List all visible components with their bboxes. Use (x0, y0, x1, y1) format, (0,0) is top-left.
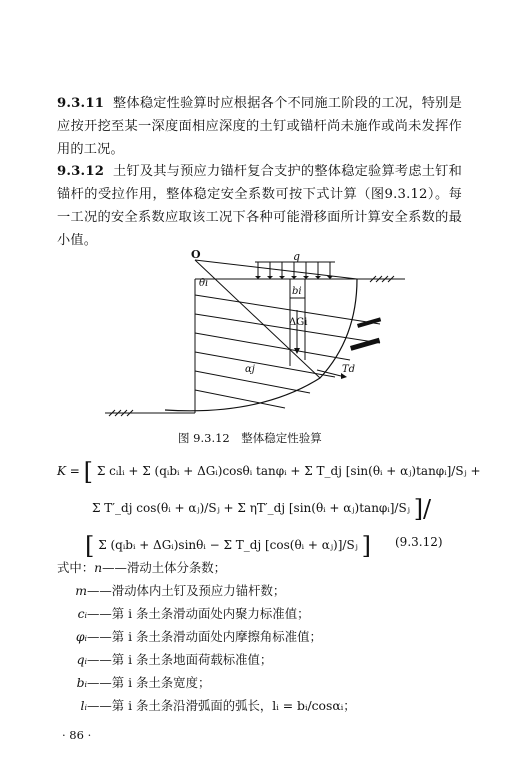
stability-diagram (95, 248, 425, 426)
formula-k: K = (57, 464, 80, 478)
symbol-row (57, 579, 462, 602)
bracket-open: [ (85, 532, 95, 560)
symbol-name: bᵢ (76, 675, 87, 690)
symbol-row (57, 648, 462, 671)
label-q: q (293, 250, 301, 263)
formula-numerator-2: Σ T′_dj cos(θᵢ + αⱼ)/Sⱼ + Σ ηT′_dj [sin(θᵢ + αⱼ)tanφᵢ]/Sⱼ (92, 501, 410, 515)
formula-line-2 (92, 495, 431, 523)
symbol-desc: ——第 i 条土条滑动面处内聚力标准值； (87, 606, 310, 621)
anchor-plate (357, 317, 381, 327)
clause-9-3-12 (57, 160, 462, 252)
bracket-open: [ (83, 458, 94, 486)
symbol-row (57, 671, 462, 694)
symbol-name: n (94, 560, 103, 575)
soil-nail (195, 295, 380, 324)
clause-text: 土钉及其与预应力锚杆复合支护的整体稳定验算考虑土钉和锚杆的受拉作用，整体稳定安全系数可按下式计算（图9.3.12）。每一工况的安全系数应取该工况下各种可能滑移面所计算安全系数的最小值。 (57, 164, 462, 248)
label-b: bi (292, 286, 302, 297)
figure-caption: 图 9.3.12 整体稳定性验算 (178, 431, 322, 445)
formula-numerator-1: Σ cᵢlᵢ + Σ (qᵢbᵢ + ΔGᵢ)cosθᵢ tanφᵢ + Σ T_dj [sin(θᵢ + αⱼ)tanφᵢ]/Sⱼ + (96, 464, 481, 478)
symbol-desc: ——第 i 条土条滑动面处内摩擦角标准值； (87, 629, 322, 644)
anchor-plate (350, 338, 380, 351)
bracket-close: ]/ (413, 495, 432, 523)
label-o: O (191, 248, 201, 261)
symbol-desc: ——滑动体内土钉及预应力锚杆数； (87, 583, 286, 598)
symbol-name: φᵢ (75, 629, 87, 644)
symbol-row (57, 556, 462, 579)
bracket-close: ] (361, 532, 372, 560)
clause-text: 整体稳定性验算时应根据各个不同施工阶段的工况，特别是应按开挖至某一深度面相应深度的土钉或锚杆尚未施作或尚未发挥作用的工况。 (57, 96, 462, 157)
formula-number: (9.3.12) (395, 535, 443, 549)
symbol-row (57, 625, 462, 648)
label-theta: θi (199, 278, 209, 289)
symbol-desc: ——第 i 条土条地面荷载标准值； (87, 652, 273, 667)
symbol-name: lᵢ (80, 698, 87, 713)
symbol-row (57, 694, 462, 717)
label-t: Td (342, 364, 356, 375)
formula-denominator: Σ (qᵢbᵢ + ΔGᵢ)sinθᵢ − Σ T_dj [cos(θᵢ + αⱼ)]/Sⱼ (98, 538, 358, 552)
clause-number: 9.3.12 (57, 164, 105, 179)
page-number: · 86 · (62, 728, 92, 742)
symbol-desc: ——第 i 条土条沿滑弧面的弧长，lᵢ = bᵢ/cosαᵢ； (87, 698, 356, 713)
symbols-intro: 式中： (57, 560, 95, 575)
symbol-name: m (75, 583, 87, 598)
symbol-desc: ——滑动土体分条数； (102, 560, 227, 575)
symbol-name: qᵢ (76, 652, 87, 667)
symbol-name: cᵢ (77, 606, 87, 621)
clause-number: 9.3.11 (57, 96, 105, 111)
formula-line-1 (57, 458, 481, 486)
soil-nail (195, 390, 285, 408)
label-alpha: αj (245, 364, 255, 375)
symbol-desc: ——第 i 条土条宽度； (87, 675, 211, 690)
label-delta-g: ΔGi (289, 317, 308, 328)
clause-9-3-11 (57, 92, 462, 161)
symbol-row (57, 602, 462, 625)
anchor-force-arrow (317, 370, 341, 376)
soil-nail (195, 352, 335, 377)
